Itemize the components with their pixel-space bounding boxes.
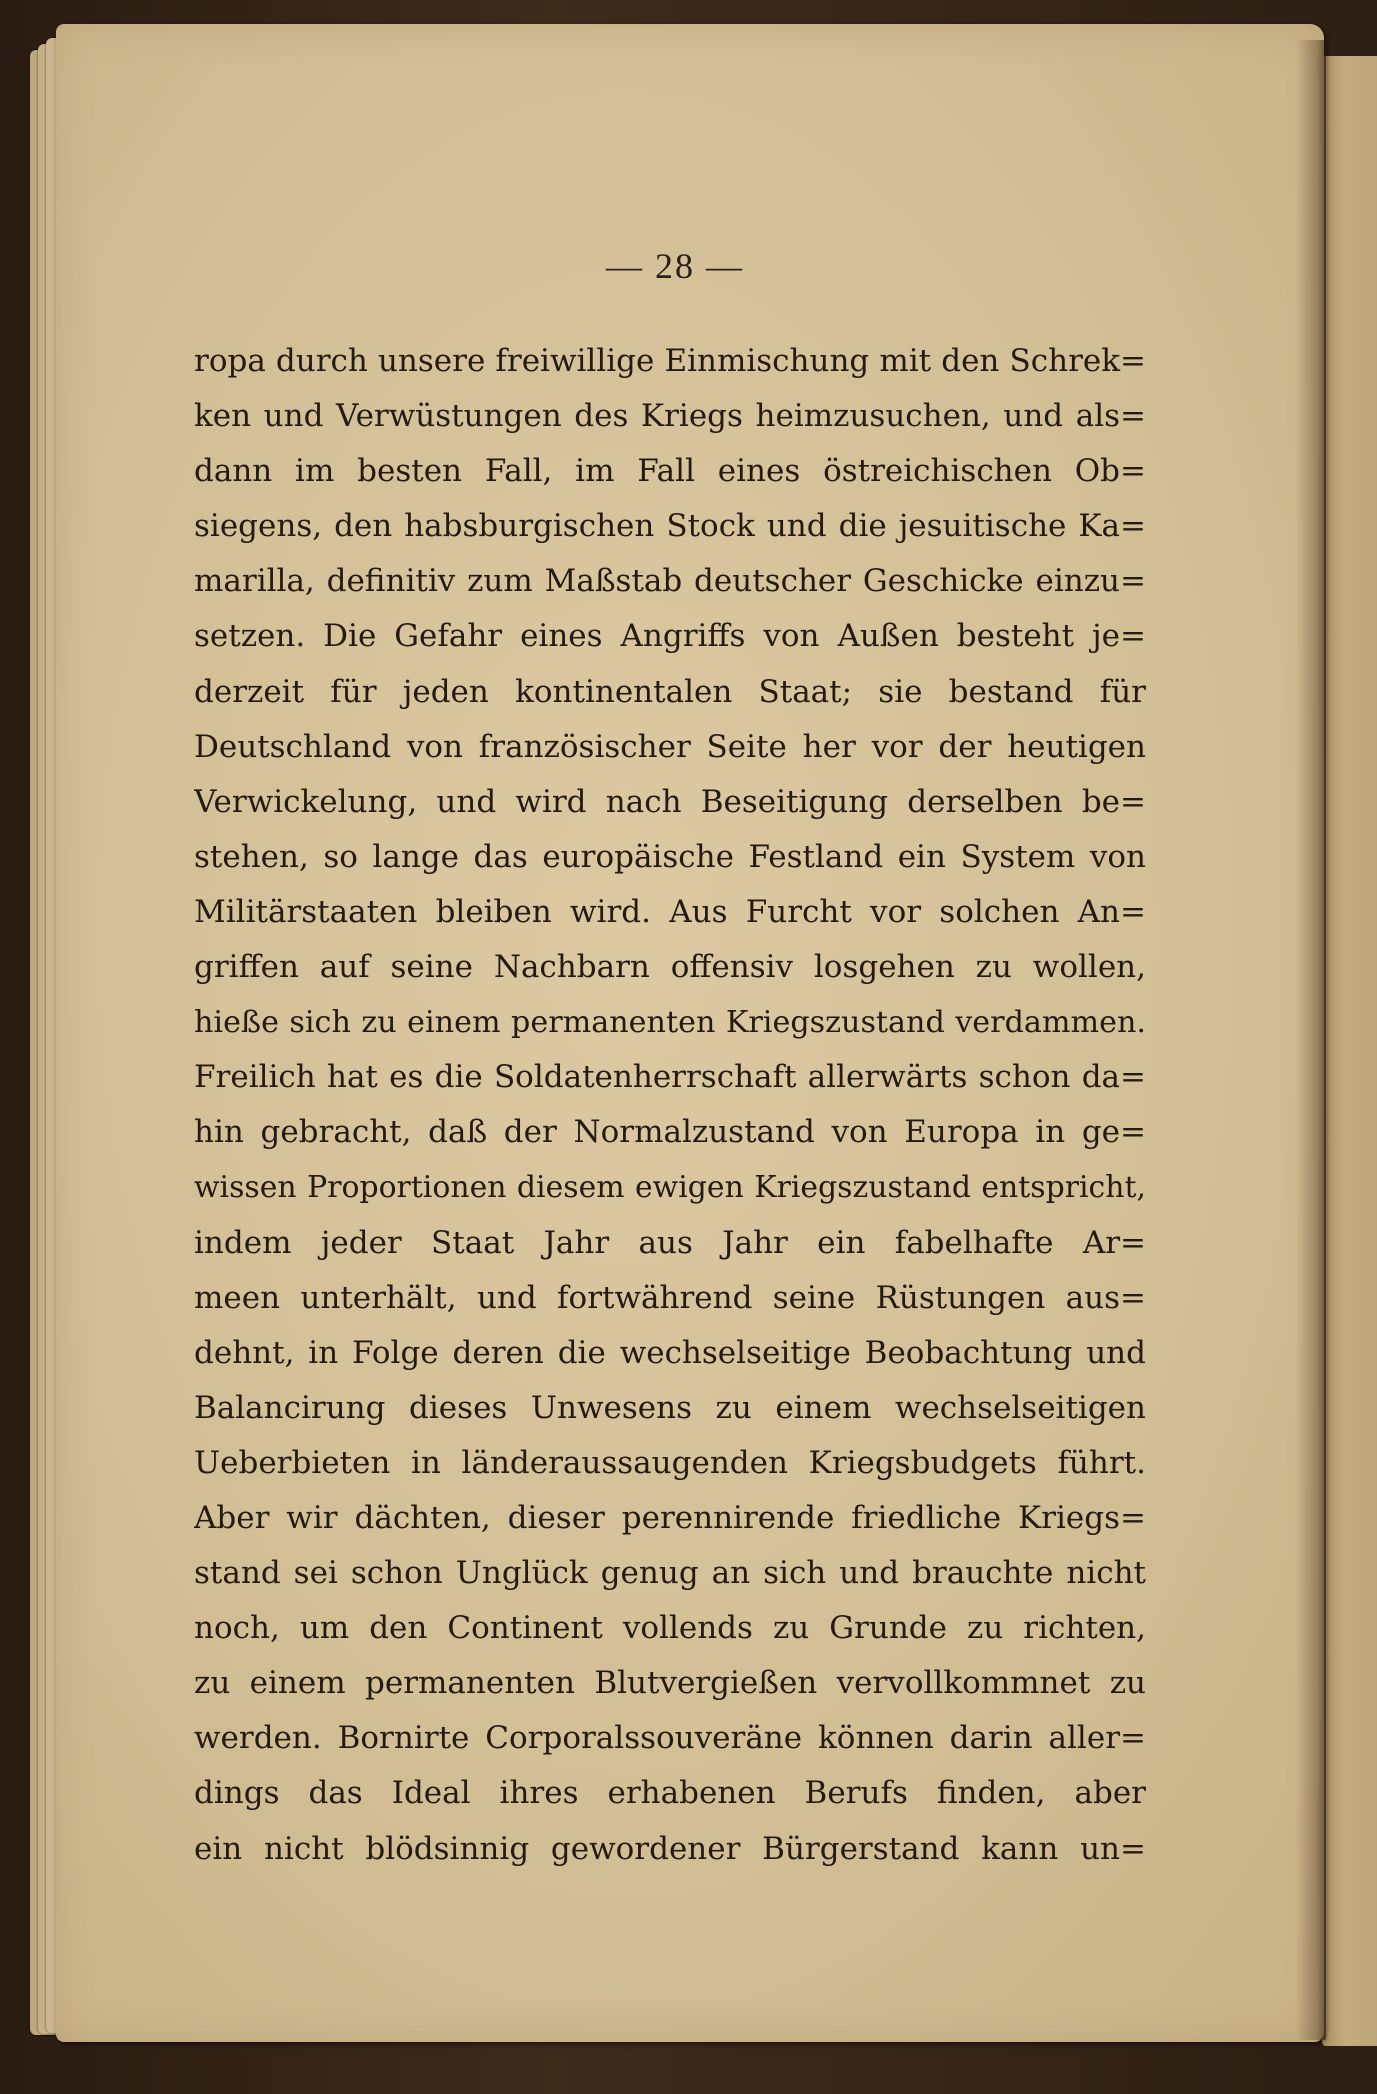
text-line: ken und Verwüstungen des Kriegs heimzusuchen, und als=: [194, 398, 1146, 435]
text-line: setzen. Die Gefahr eines Angriffs von Außen besteht je=: [194, 618, 1146, 655]
text-line: Balancirung dieses Unwesens zu einem wechselseitigen: [194, 1389, 1146, 1426]
text-line: dehnt, in Folge deren die wechselseitige Beobachtung und: [194, 1334, 1146, 1371]
text-line: dann im besten Fall, im Fall eines östreichischen Ob=: [194, 453, 1146, 490]
page-number: — 28 —: [606, 246, 744, 286]
text-line: meen unterhält, und fortwährend seine Rüstungen aus=: [194, 1279, 1146, 1316]
text-line: Deutschland von französischer Seite her vor der heutigen: [194, 728, 1146, 765]
text-line: marilla, definitiv zum Maßstab deutscher Geschicke einzu=: [194, 563, 1146, 600]
text-line: Verwickelung, und wird nach Beseitigung derselben be=: [194, 783, 1146, 820]
text-line: stand sei schon Unglück genug an sich und brauchte nicht: [194, 1555, 1146, 1592]
text-line: noch, um den Continent vollends zu Grunde zu richten,: [194, 1610, 1146, 1647]
gutter-shadow: [1296, 40, 1326, 2040]
text-line: ein nicht blödsinnig gewordener Bürgerstand kann un=: [194, 1830, 1146, 1867]
text-line: Ueberbieten in länderaussaugenden Kriegsbudgets führt.: [194, 1444, 1146, 1481]
text-line: hieße sich zu einem permanenten Kriegszustand verdammen.: [194, 1005, 1146, 1041]
text-line: wissen Proportionen diesem ewigen Kriegszustand entspricht,: [194, 1170, 1146, 1206]
next-page-edge: [1322, 56, 1377, 2046]
text-line: derzeit für jeden kontinentalen Staat; sie bestand für: [194, 673, 1146, 710]
text-line: zu einem permanenten Blutvergießen vervollkommnet zu: [194, 1665, 1146, 1702]
text-line: stehen, so lange das europäische Festland ein System von: [194, 838, 1146, 875]
text-line: Militärstaaten bleiben wird. Aus Furcht vor solchen An=: [194, 893, 1146, 930]
text-line: indem jeder Staat Jahr aus Jahr ein fabelhafte Ar=: [194, 1224, 1146, 1261]
body-text: [194, 334, 1146, 1877]
text-line: ropa durch unsere freiwillige Einmischung mit den Schrek=: [194, 343, 1146, 379]
text-line: werden. Bornirte Corporalssouveräne können darin aller=: [194, 1720, 1146, 1757]
text-line: dings das Ideal ihres erhabenen Berufs finden, aber: [194, 1775, 1146, 1812]
text-line: griffen auf seine Nachbarn offensiv losgehen zu wollen,: [194, 949, 1146, 986]
text-line: siegens, den habsburgischen Stock und die jesuitische Ka=: [194, 508, 1146, 545]
text-line: Freilich hat es die Soldatenherrschaft allerwärts schon da=: [194, 1059, 1146, 1096]
text-line: Aber wir dächten, dieser perennirende friedliche Kriegs=: [194, 1499, 1146, 1536]
text-line: hin gebracht, daß der Normalzustand von Europa in ge=: [194, 1114, 1146, 1151]
